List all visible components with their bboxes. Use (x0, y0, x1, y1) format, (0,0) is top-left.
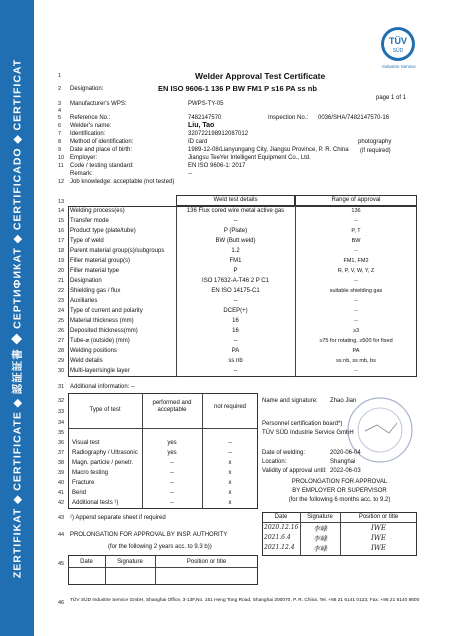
tests-header-line (68, 428, 258, 429)
line-number: 3 (58, 101, 62, 107)
test-label: Magn. particle / penetr. (72, 460, 134, 466)
line-number: 10 (58, 155, 65, 161)
insp-position-header: Position or title (186, 559, 227, 565)
board-label: Personnel certification board*) (262, 421, 343, 427)
line-number: 6 (58, 123, 62, 129)
detail-value: 136 Flux cored wire metal active gas (186, 208, 285, 214)
detail-value: 1.2 (231, 248, 240, 254)
detail-label: Transfer mode (70, 218, 109, 224)
line-number: 37 (58, 450, 65, 456)
line-number: 22 (58, 288, 65, 294)
welder-name: Liu, Tao (188, 122, 215, 129)
prolongation-subtitle: BY EMPLOYER OR SUPERVISOR (292, 488, 387, 494)
prolong-signature: 李峰 (313, 535, 327, 543)
line-number: 36 (58, 440, 65, 446)
test-label: Radiography / Ultrasonic (72, 450, 138, 456)
designation-label: Designation: (70, 86, 104, 92)
test-performed: -- (170, 480, 174, 486)
footnote: ¹) Append separate sheet if required (70, 515, 166, 521)
line-number: 46 (58, 600, 65, 606)
page-number: page 1 of 1 (376, 95, 407, 101)
page-title: Welder Approval Test Certificate (195, 71, 326, 81)
line-number: 5 (58, 115, 62, 121)
line-number: 29 (58, 358, 65, 364)
validity-date: 2022-06-03 (330, 468, 361, 474)
line-number: 4 (58, 108, 62, 114)
test-type-header: Type of test (89, 407, 121, 413)
test-performed: -- (170, 500, 174, 506)
info-label: Remark: (70, 171, 93, 177)
line-number: 19 (58, 258, 65, 264)
line-number: 41 (58, 490, 65, 496)
range-value: R, P, V, W, Y, Z (337, 268, 375, 274)
range-value: ss nb, ss mb, bs (336, 358, 376, 364)
detail-label: Type of weld (70, 238, 104, 244)
prolong-signature: 李峰 (313, 545, 327, 553)
location: Shanghai (330, 459, 356, 465)
info-label: Date and place of birth: (70, 147, 133, 153)
prolong-position-header: Position or title (358, 514, 399, 520)
range-value: FM1, FM2 (343, 258, 369, 264)
line-number: 42 (58, 500, 65, 506)
detail-value: -- (233, 298, 238, 304)
detail-value: ISO 17632-A-T46 2 P C1 (202, 278, 269, 284)
test-label: Macro testing (72, 470, 109, 476)
inspection-value: 0036/SHA/7482147570-16 (318, 115, 390, 121)
line-number: 7 (58, 131, 62, 137)
info-label: Identification: (70, 131, 106, 137)
signer-name: Zhao Jian (330, 398, 357, 404)
tuv-logo-icon (380, 26, 416, 62)
detail-value: P (Plate) (223, 228, 248, 234)
test-not-required: x (228, 500, 232, 506)
test-not-required: -- (228, 450, 232, 456)
test-performed: yes (167, 440, 177, 446)
prolong-date: 2021.6.4 (264, 534, 291, 541)
detail-label: Filler material group(s) (70, 258, 131, 264)
prolong-header-line (262, 522, 417, 523)
range-value: BW (351, 238, 361, 244)
logo-sub: SÜD (392, 48, 404, 54)
test-not-required: -- (228, 440, 232, 446)
detail-value: 16 (232, 318, 239, 324)
prolongation-note: (for the following 6 months acc. to 9.2) (288, 497, 391, 503)
line-number: 2 (58, 86, 62, 92)
date-of-welding: 2020-06-04 (330, 450, 361, 456)
info-label: Employer: (70, 155, 98, 161)
line-number: 32 (58, 398, 65, 404)
prolong-signature: 李峰 (313, 525, 327, 533)
line-number: 34 (58, 420, 65, 426)
range-value: -- (354, 318, 358, 324)
prolong-date: 2020.12.16 (264, 524, 299, 531)
range-value: ≥75 for rotating, ≥500 for fixed (319, 338, 393, 344)
info-value: 1989-12-08/Lianyungang City, Jiangsu Province, P. R. China (188, 147, 349, 153)
insp-signature-header: Signature (117, 559, 143, 565)
line-number: 8 (58, 139, 62, 145)
info-value: 7482147570 (188, 115, 222, 121)
info-value: Jiangsu TeeYer Intelligent Equipment Co., Ltd. (188, 155, 311, 161)
designation-value: EN ISO 9606-1 136 P BW FM1 P s16 PA ss nb (158, 84, 317, 93)
insp-prolongation-title: PROLONGATION FOR APPROVAL BY INSP. AUTHORITY (70, 532, 228, 538)
line-number: 35 (58, 430, 65, 436)
detail-label: Tube-⌀ (outside) (mm) (70, 338, 130, 344)
detail-label: Welding positions (70, 348, 117, 354)
test-performed: -- (170, 470, 174, 476)
detail-value: PA (231, 348, 240, 354)
footer-address: TÜV SÜD Industrie Service GmbH, Shanghai Office, 3-13F,No. 151 Heng Tong Road, Shanghai 200070, P. R. China. Tel. +86 21 6141 0123, Fax. +86 21 6140 8600 (70, 598, 420, 603)
line-number: 15 (58, 218, 65, 224)
info-label: Reference No.: (70, 115, 111, 121)
detail-label: Type of current and polarity (70, 308, 143, 314)
insp-header-line (68, 567, 258, 568)
info-value: -- (188, 171, 192, 177)
insp-date-header: Date (80, 559, 93, 565)
test-not-required: x (228, 490, 232, 496)
prolong-date-header: Date (274, 514, 288, 520)
range-value: -- (354, 308, 358, 314)
line-number: 18 (58, 248, 65, 254)
test-not-required: x (228, 470, 232, 476)
range-value: -- (354, 218, 358, 224)
line-number: 17 (58, 238, 65, 244)
detail-label: Welding process(es) (70, 208, 125, 214)
test-label: Bend (72, 490, 87, 496)
detail-value: EN ISO 14175-C1 (211, 288, 260, 294)
detail-value: 16 (232, 328, 239, 334)
test-label: Additional tests ¹) (72, 500, 119, 506)
line-number: 21 (58, 278, 65, 284)
detail-label: Weld details (70, 358, 103, 364)
detail-value: -- (233, 218, 238, 224)
detail-label: Parent material group(s)/subgroups (70, 248, 165, 254)
line-number: 43 (58, 515, 65, 521)
range-value: -- (354, 248, 358, 254)
prolong-signature-header: Signature (307, 514, 333, 520)
test-not-required: x (228, 480, 232, 486)
prolong-date: 2021.12.4 (264, 544, 295, 551)
prolong-position: IWE (370, 544, 387, 552)
detail-label: Designation (70, 278, 102, 284)
info-value: EN ISO 9606-1: 2017 (188, 163, 246, 169)
line-number: 39 (58, 470, 65, 476)
line-number: 16 (58, 228, 65, 234)
range-value: -- (354, 278, 358, 284)
detail-value: -- (233, 368, 238, 374)
detail-value: -- (233, 338, 238, 344)
range-value: -- (354, 368, 358, 374)
line-number: 9 (58, 147, 62, 153)
logo-caption: Industrie Service (382, 64, 416, 69)
detail-label: Auxiliaries (70, 298, 98, 304)
test-label: Fracture (72, 480, 95, 486)
line-number: 38 (58, 460, 65, 466)
detail-value: DCEP(+) (223, 308, 248, 314)
photo-note: (if required) (360, 148, 391, 154)
info-label: Code / testing standard: (70, 163, 134, 169)
line-number: 1 (58, 73, 62, 79)
photo-label: photography (358, 139, 392, 145)
detail-label: Product type (plate/tube) (70, 228, 136, 234)
performed-header: performed and acceptable (152, 400, 192, 413)
sidebar-text: ZERTIFIKAT ◆ CERTIFICATE ◆ 認証証書 ◆ СЕРТИФИКАТ ◆ CERTIFICADO ◆ CERTIFICAT (11, 58, 24, 579)
inspection-label: Inspection No.: (268, 115, 309, 121)
line-number: 44 (58, 532, 65, 538)
location-label: Location: (262, 459, 287, 465)
prolong-position: IWE (370, 534, 387, 542)
info-label: Manufacturer's WPS: (70, 101, 127, 107)
weld-details-title: Weld test details (213, 197, 258, 203)
range-value: 136 (351, 208, 361, 214)
logo-text: TÜV (389, 36, 407, 46)
test-not-required: x (228, 460, 232, 466)
test-label: Visual test (72, 440, 100, 446)
detail-label: Deposited thickness(mm) (70, 328, 138, 334)
range-value: -- (354, 298, 358, 304)
line-number: 28 (58, 348, 65, 354)
line-number: 11 (58, 163, 64, 169)
not-required-header: not required (213, 404, 247, 410)
detail-label: Filler material type (70, 268, 120, 274)
validity-label: Validity of approval until: (262, 468, 327, 474)
insp-prolongation-note: (for the following 2 years acc. to 9.3 b)) (108, 544, 212, 550)
line-number: 14 (58, 208, 65, 214)
line-number: 31 (58, 384, 65, 390)
prolong-position: IWE (370, 524, 387, 532)
line-number: 25 (58, 318, 65, 324)
line-number: 26 (58, 328, 65, 334)
info-value: PWPS-TY-05 (188, 101, 224, 107)
date-of-welding-label: Date of welding: (262, 450, 306, 456)
info-value: 320722198912087012 (188, 131, 249, 137)
line-number: 13 (58, 199, 65, 205)
line-number: 33 (58, 409, 65, 415)
detail-label: Multi-layer/single layer (70, 368, 130, 374)
range-value: PA (352, 348, 360, 354)
board-value: TÜV SÜD Industrie Service GmbH (262, 430, 354, 436)
info-label: Job knowledge: acceptable (not tested) (70, 179, 175, 185)
info-label: Welder's name: (70, 123, 112, 129)
test-performed: yes (167, 450, 177, 456)
info-label: Method of identification: (70, 139, 134, 145)
detail-label: Material thickness (mm) (70, 318, 134, 324)
line-number: 23 (58, 298, 65, 304)
range-value: suitable shielding gas (329, 288, 383, 294)
line-number: 27 (58, 338, 65, 344)
detail-value: BW (Butt weld) (215, 238, 256, 244)
range-title: Range of approval (331, 197, 381, 203)
info-value: ID card (188, 139, 208, 145)
detail-label: Shielding gas / flux (70, 288, 121, 294)
certificate-sidebar (0, 0, 34, 636)
detail-value: ss nb (228, 358, 243, 364)
test-performed: -- (170, 490, 174, 496)
line-number: 12 (58, 179, 65, 185)
detail-value: FM1 (229, 258, 242, 264)
line-number: 30 (58, 368, 65, 374)
range-value: ≥3 (352, 328, 360, 334)
line-number: 24 (58, 308, 65, 314)
prolongation-title: PROLONGATION FOR APPROVAL (291, 479, 388, 485)
detail-value: P (233, 268, 238, 274)
signature-label: Name and signature: (262, 398, 318, 404)
line-number: 45 (58, 561, 65, 567)
line-number: 40 (58, 480, 65, 486)
additional-info: Additional information: -- (70, 384, 136, 390)
range-value: P, T (351, 228, 361, 234)
test-performed: -- (170, 460, 174, 466)
line-number: 20 (58, 268, 65, 274)
